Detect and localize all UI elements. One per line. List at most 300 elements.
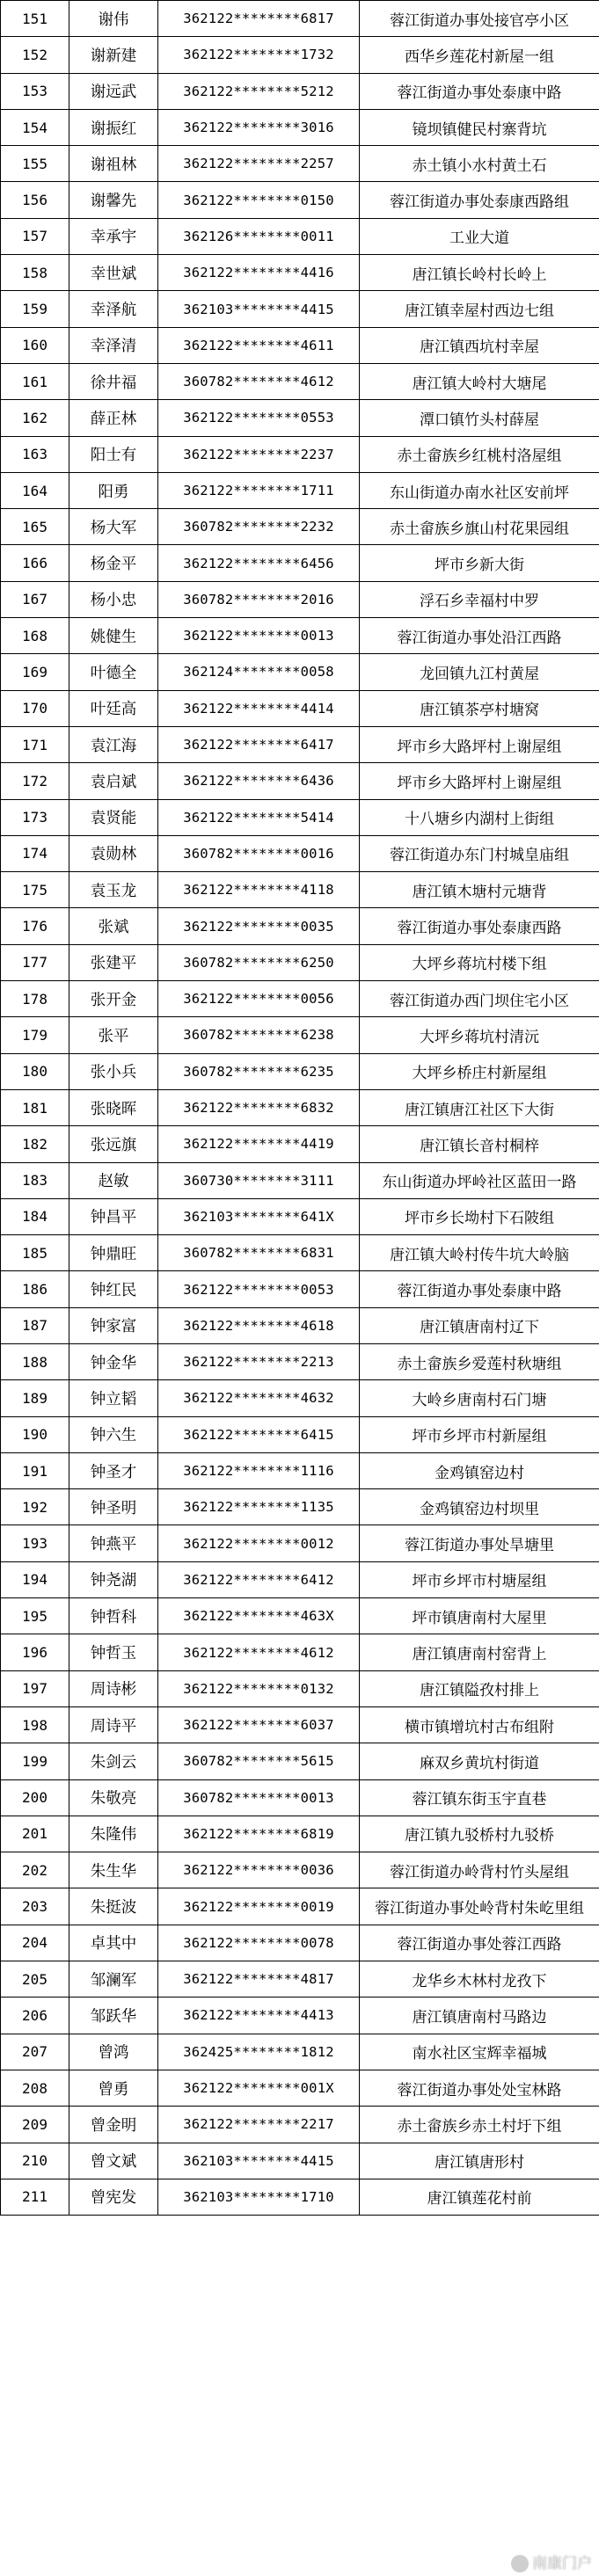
address-cell: 唐江镇唐南村马路边: [360, 1997, 599, 2034]
person-name-cell: 朱生华: [69, 1852, 158, 1888]
address-cell: 赤土镇小水村黄土石: [360, 146, 599, 182]
table-row: [1, 944, 599, 980]
person-name-cell: 杨小忠: [69, 581, 158, 617]
table-row: [1, 1198, 599, 1234]
address-cell: 坪市乡坪市村新屋组: [360, 1416, 599, 1452]
id-number-cell: 362122********0132: [158, 1670, 360, 1706]
person-name-cell: 袁贤能: [69, 799, 158, 835]
table-row: [1, 1925, 599, 1961]
table-row: [1, 255, 599, 291]
row-number-cell: 153: [1, 73, 69, 109]
id-number-cell: 360782********2232: [158, 509, 360, 545]
table-row: [1, 509, 599, 545]
id-number-cell: 362122********1135: [158, 1489, 360, 1525]
person-name-cell: 张平: [69, 1017, 158, 1053]
table-row: [1, 726, 599, 762]
table-row: [1, 472, 599, 508]
address-cell: 赤土畲族乡赤土村圩下组: [360, 2107, 599, 2143]
table-row: [1, 1489, 599, 1525]
person-name-cell: 袁玉龙: [69, 872, 158, 908]
id-number-cell: 362122********0035: [158, 908, 360, 944]
table-row: [1, 182, 599, 218]
id-number-cell: 360782********4612: [158, 363, 360, 399]
table-row: [1, 1343, 599, 1379]
id-number-cell: 362124********0058: [158, 654, 360, 690]
id-number-cell: 362122********6417: [158, 726, 360, 762]
table-row: [1, 1017, 599, 1053]
person-name-cell: 谢远武: [69, 73, 158, 109]
row-number-cell: 158: [1, 255, 69, 291]
person-name-cell: 张开金: [69, 981, 158, 1017]
table-row: [1, 799, 599, 835]
row-number-cell: 155: [1, 146, 69, 182]
id-number-cell: 362122********1732: [158, 37, 360, 73]
id-number-cell: 362122********5414: [158, 799, 360, 835]
table-row: [1, 146, 599, 182]
address-cell: 东山街道办坪岭社区蓝田一路: [360, 1162, 599, 1198]
row-number-cell: 182: [1, 1126, 69, 1162]
row-number-cell: 159: [1, 291, 69, 327]
person-name-cell: 周诗彬: [69, 1670, 158, 1706]
row-number-cell: 200: [1, 1779, 69, 1816]
person-name-cell: 钟家富: [69, 1307, 158, 1343]
id-number-cell: 362122********6456: [158, 545, 360, 581]
row-number-cell: 196: [1, 1634, 69, 1670]
address-cell: 唐江镇长音村桐梓: [360, 1126, 599, 1162]
id-number-cell: 362122********4618: [158, 1307, 360, 1343]
id-number-cell: 360730********3111: [158, 1162, 360, 1198]
address-cell: 赤土畲族乡红桃村洛屋组: [360, 436, 599, 472]
table-row: [1, 1670, 599, 1706]
row-number-cell: 165: [1, 509, 69, 545]
table-row: [1, 109, 599, 145]
person-name-cell: 幸承宇: [69, 218, 158, 254]
row-number-cell: 208: [1, 2070, 69, 2106]
row-number-cell: 185: [1, 1235, 69, 1271]
address-cell: 大坪乡桥庄村新屋组: [360, 1053, 599, 1089]
row-number-cell: 206: [1, 1997, 69, 2034]
row-number-cell: 211: [1, 2179, 69, 2215]
id-number-cell: 362122********4611: [158, 327, 360, 363]
address-cell: 蓉江街道办事处沿江西路: [360, 618, 599, 654]
row-number-cell: 198: [1, 1706, 69, 1743]
person-name-cell: 朱挺波: [69, 1888, 158, 1925]
address-cell: 蓉江街道办事处泰康中路: [360, 1271, 599, 1307]
row-number-cell: 189: [1, 1380, 69, 1416]
table-row: [1, 2070, 599, 2106]
address-cell: 龙华乡木林村龙孜下: [360, 1961, 599, 1997]
table-row: [1, 1816, 599, 1852]
id-number-cell: 362122********4414: [158, 690, 360, 726]
row-number-cell: 172: [1, 763, 69, 799]
address-cell: 西华乡莲花村新屋一组: [360, 37, 599, 73]
table-row: [1, 1706, 599, 1743]
id-number-cell: 362122********4419: [158, 1126, 360, 1162]
person-name-cell: 张晓晖: [69, 1089, 158, 1125]
address-cell: 蓉江街道办东门村城皇庙组: [360, 835, 599, 871]
id-number-cell: 362122********1711: [158, 472, 360, 508]
id-number-cell: 362122********6832: [158, 1089, 360, 1125]
table-row: [1, 1452, 599, 1488]
person-name-cell: 谢祖林: [69, 146, 158, 182]
address-cell: 南水社区宝辉幸福城: [360, 2034, 599, 2070]
row-number-cell: 188: [1, 1343, 69, 1379]
address-cell: 坪市乡新大街: [360, 545, 599, 581]
id-number-cell: 362103********4415: [158, 291, 360, 327]
row-number-cell: 157: [1, 218, 69, 254]
table-row: [1, 1162, 599, 1198]
person-name-cell: 张远旗: [69, 1126, 158, 1162]
person-name-cell: 袁江海: [69, 726, 158, 762]
table-row: [1, 1561, 599, 1597]
address-cell: 唐江镇唐南村窑背上: [360, 1634, 599, 1670]
person-name-cell: 幸世斌: [69, 255, 158, 291]
table-row: [1, 291, 599, 327]
address-cell: 唐江镇木塘村元塘背: [360, 872, 599, 908]
row-number-cell: 154: [1, 109, 69, 145]
person-name-cell: 薛正林: [69, 400, 158, 436]
person-name-cell: 叶廷高: [69, 690, 158, 726]
address-cell: 大岭乡唐南村石门塘: [360, 1380, 599, 1416]
id-number-cell: 362122********6436: [158, 763, 360, 799]
row-number-cell: 181: [1, 1089, 69, 1125]
address-cell: 蓉江镇东街玉宇直巷: [360, 1779, 599, 1816]
table-row: [1, 218, 599, 254]
person-name-cell: 张建平: [69, 944, 158, 980]
person-name-cell: 周诗平: [69, 1706, 158, 1743]
id-number-cell: 362122********1116: [158, 1452, 360, 1488]
person-name-cell: 钟红民: [69, 1271, 158, 1307]
table-row: [1, 1271, 599, 1307]
row-number-cell: 192: [1, 1489, 69, 1525]
row-number-cell: 184: [1, 1198, 69, 1234]
person-name-cell: 徐井福: [69, 363, 158, 399]
address-cell: 蓉江街道办事处泰康西路: [360, 908, 599, 944]
table-row: [1, 835, 599, 871]
person-name-cell: 钟圣才: [69, 1452, 158, 1488]
watermark: [511, 2551, 592, 2572]
person-name-cell: 曾鸿: [69, 2034, 158, 2070]
id-number-cell: 360782********6831: [158, 1235, 360, 1271]
address-cell: 唐江镇西坑村幸屋: [360, 327, 599, 363]
table-row: [1, 327, 599, 363]
id-number-cell: 362122********0078: [158, 1925, 360, 1961]
address-cell: 坪市乡大路坪村上谢屋组: [360, 726, 599, 762]
id-number-cell: 362122********3016: [158, 109, 360, 145]
address-cell: 蓉江街道办事处泰康中路: [360, 73, 599, 109]
person-name-cell: 钟哲科: [69, 1598, 158, 1634]
address-cell: 十八塘乡内湖村上街组: [360, 799, 599, 835]
id-number-cell: 360782********2016: [158, 581, 360, 617]
id-number-cell: 362122********4817: [158, 1961, 360, 1997]
row-number-cell: 175: [1, 872, 69, 908]
address-cell: 浮石乡幸福村中罗: [360, 581, 599, 617]
id-number-cell: 360782********6235: [158, 1053, 360, 1089]
id-number-cell: 362122********0553: [158, 400, 360, 436]
table-row: [1, 872, 599, 908]
table-row: [1, 1416, 599, 1452]
person-name-cell: 邹澜军: [69, 1961, 158, 1997]
person-name-cell: 朱剑云: [69, 1743, 158, 1779]
row-number-cell: 162: [1, 400, 69, 436]
row-number-cell: 151: [1, 1, 69, 37]
id-number-cell: 362122********4416: [158, 255, 360, 291]
id-number-cell: 362126********0011: [158, 218, 360, 254]
person-name-cell: 钟圣明: [69, 1489, 158, 1525]
person-name-cell: 袁勋林: [69, 835, 158, 871]
row-number-cell: 178: [1, 981, 69, 1017]
row-number-cell: 161: [1, 363, 69, 399]
row-number-cell: 164: [1, 472, 69, 508]
address-cell: 蓉江街道办岭背村竹头屋组: [360, 1852, 599, 1888]
person-name-cell: 姚健生: [69, 618, 158, 654]
person-name-cell: 曾金明: [69, 2107, 158, 2143]
id-number-cell: 362103********1710: [158, 2179, 360, 2215]
person-name-cell: 钟鼎旺: [69, 1235, 158, 1271]
row-number-cell: 180: [1, 1053, 69, 1089]
id-number-cell: 362122********0056: [158, 981, 360, 1017]
table-row: [1, 2034, 599, 2070]
address-cell: 蓉江街道办事处泰康西路组: [360, 182, 599, 218]
id-number-cell: 362122********6412: [158, 1561, 360, 1597]
row-number-cell: 187: [1, 1307, 69, 1343]
row-number-cell: 186: [1, 1271, 69, 1307]
address-cell: 唐江镇大岭村大塘尾: [360, 363, 599, 399]
id-number-cell: 362103********4415: [158, 2143, 360, 2179]
table-row: [1, 908, 599, 944]
person-name-cell: 卓其中: [69, 1925, 158, 1961]
table-row: [1, 1089, 599, 1125]
table-row: [1, 2179, 599, 2215]
table-row: [1, 1779, 599, 1816]
id-number-cell: 360782********6238: [158, 1017, 360, 1053]
address-cell: 蓉江街道办事处岭背村朱屹里组: [360, 1888, 599, 1925]
address-cell: 工业大道: [360, 218, 599, 254]
table-row: [1, 73, 599, 109]
row-number-cell: 201: [1, 1816, 69, 1852]
row-number-cell: 156: [1, 182, 69, 218]
person-name-cell: 邹跃华: [69, 1997, 158, 2034]
id-number-cell: 362122********001X: [158, 2070, 360, 2106]
address-cell: 蓉江街道办事处旱塘里: [360, 1525, 599, 1561]
address-cell: 金鸡镇窑边村坝里: [360, 1489, 599, 1525]
person-name-cell: 杨金平: [69, 545, 158, 581]
address-cell: 唐江镇唐南村辽下: [360, 1307, 599, 1343]
person-name-cell: 朱敬亮: [69, 1779, 158, 1816]
address-cell: 镜坝镇健民村寨背坑: [360, 109, 599, 145]
row-number-cell: 204: [1, 1925, 69, 1961]
id-number-cell: 362122********463X: [158, 1598, 360, 1634]
table-row: [1, 1380, 599, 1416]
id-number-cell: 362122********0036: [158, 1852, 360, 1888]
table-row: [1, 436, 599, 472]
row-number-cell: 167: [1, 581, 69, 617]
person-name-cell: 曾勇: [69, 2070, 158, 2106]
row-number-cell: 152: [1, 37, 69, 73]
watermark-logo-icon: [511, 2555, 529, 2572]
row-number-cell: 171: [1, 726, 69, 762]
id-number-cell: 362122********0012: [158, 1525, 360, 1561]
table-row: [1, 763, 599, 799]
address-cell: 坪市乡长坳村下石陂组: [360, 1198, 599, 1234]
address-cell: 蓉江街道办西门坝住宅小区: [360, 981, 599, 1017]
person-name-cell: 谢新建: [69, 37, 158, 73]
table-row: [1, 1852, 599, 1888]
id-number-cell: 362425********1812: [158, 2034, 360, 2070]
person-name-cell: 阳勇: [69, 472, 158, 508]
table-row: [1, 1997, 599, 2034]
address-cell: 潭口镇竹头村薛屋: [360, 400, 599, 436]
person-name-cell: 曾宪发: [69, 2179, 158, 2215]
row-number-cell: 173: [1, 799, 69, 835]
row-number-cell: 203: [1, 1888, 69, 1925]
table-row: [1, 400, 599, 436]
table-row: [1, 654, 599, 690]
person-name-cell: 钟尧湖: [69, 1561, 158, 1597]
id-number-cell: 360782********0016: [158, 835, 360, 871]
table-row: [1, 545, 599, 581]
table-row: [1, 1743, 599, 1779]
table-row: [1, 1634, 599, 1670]
id-number-cell: 362122********6037: [158, 1706, 360, 1743]
table-row: [1, 981, 599, 1017]
id-number-cell: 362122********2217: [158, 2107, 360, 2143]
person-name-cell: 钟燕平: [69, 1525, 158, 1561]
table-row: [1, 690, 599, 726]
address-cell: 龙回镇九江村黄屋: [360, 654, 599, 690]
row-number-cell: 169: [1, 654, 69, 690]
row-number-cell: 177: [1, 944, 69, 980]
address-cell: 东山街道办南水社区安前坪: [360, 472, 599, 508]
address-cell: 唐江镇莲花村前: [360, 2179, 599, 2215]
row-number-cell: 163: [1, 436, 69, 472]
address-cell: 唐江镇唐江社区下大街: [360, 1089, 599, 1125]
table-row: [1, 618, 599, 654]
address-cell: 金鸡镇窑边村: [360, 1452, 599, 1488]
row-number-cell: 205: [1, 1961, 69, 1997]
id-number-cell: 362122********6819: [158, 1816, 360, 1852]
address-cell: 坪市乡大路坪村上谢屋组: [360, 763, 599, 799]
id-number-cell: 362103********641X: [158, 1198, 360, 1234]
person-name-cell: 叶德全: [69, 654, 158, 690]
person-name-cell: 幸泽清: [69, 327, 158, 363]
address-cell: 唐江镇幸屋村西边七组: [360, 291, 599, 327]
row-number-cell: 207: [1, 2034, 69, 2070]
id-number-cell: 362122********4632: [158, 1380, 360, 1416]
table-row: [1, 1, 599, 37]
address-cell: 蓉江街道办事处接官亭小区: [360, 1, 599, 37]
person-name-cell: 曾文斌: [69, 2143, 158, 2179]
address-cell: 唐江镇茶亭村塘窝: [360, 690, 599, 726]
row-number-cell: 170: [1, 690, 69, 726]
person-name-cell: 杨大军: [69, 509, 158, 545]
table-row: [1, 1307, 599, 1343]
address-cell: 唐江镇唐形村: [360, 2143, 599, 2179]
address-cell: 大坪乡蒋坑村楼下组: [360, 944, 599, 980]
row-number-cell: 195: [1, 1598, 69, 1634]
row-number-cell: 168: [1, 618, 69, 654]
row-number-cell: 160: [1, 327, 69, 363]
row-number-cell: 176: [1, 908, 69, 944]
address-cell: 唐江镇大岭村传牛坑大岭脑: [360, 1235, 599, 1271]
address-cell: 赤土畲族乡旗山村花果园组: [360, 509, 599, 545]
row-number-cell: 191: [1, 1452, 69, 1488]
person-name-cell: 钟六生: [69, 1416, 158, 1452]
address-cell: 唐江镇隘孜村排上: [360, 1670, 599, 1706]
row-number-cell: 166: [1, 545, 69, 581]
id-number-cell: 362122********4118: [158, 872, 360, 908]
row-number-cell: 174: [1, 835, 69, 871]
id-number-cell: 362122********2257: [158, 146, 360, 182]
id-number-cell: 362122********0013: [158, 618, 360, 654]
id-number-cell: 362122********6415: [158, 1416, 360, 1452]
id-number-cell: 362122********0019: [158, 1888, 360, 1925]
table-row: [1, 363, 599, 399]
row-number-cell: 190: [1, 1416, 69, 1452]
row-number-cell: 210: [1, 2143, 69, 2179]
row-number-cell: 194: [1, 1561, 69, 1597]
id-number-cell: 362122********5212: [158, 73, 360, 109]
table-row: [1, 1053, 599, 1089]
address-cell: 唐江镇长岭村长岭上: [360, 255, 599, 291]
person-name-cell: 张斌: [69, 908, 158, 944]
id-number-cell: 362122********4413: [158, 1997, 360, 2034]
person-name-cell: 谢伟: [69, 1, 158, 37]
person-name-cell: 钟金华: [69, 1343, 158, 1379]
address-cell: 蓉江街道办事处蓉江西路: [360, 1925, 599, 1961]
id-number-cell: 360782********5615: [158, 1743, 360, 1779]
id-number-cell: 360782********6250: [158, 944, 360, 980]
table-row: [1, 1525, 599, 1561]
person-name-cell: 赵敏: [69, 1162, 158, 1198]
id-number-cell: 362122********0150: [158, 182, 360, 218]
person-name-cell: 朱隆伟: [69, 1816, 158, 1852]
id-number-cell: 362122********0053: [158, 1271, 360, 1307]
person-name-cell: 袁启斌: [69, 763, 158, 799]
address-cell: 赤土畲族乡爱莲村秋塘组: [360, 1343, 599, 1379]
row-number-cell: 183: [1, 1162, 69, 1198]
person-name-cell: 钟立韬: [69, 1380, 158, 1416]
table-row: [1, 1598, 599, 1634]
row-number-cell: 193: [1, 1525, 69, 1561]
table-row: [1, 1888, 599, 1925]
address-cell: 坪市乡坪市村塘屋组: [360, 1561, 599, 1597]
id-number-cell: 360782********0013: [158, 1779, 360, 1816]
person-name-cell: 谢馨先: [69, 182, 158, 218]
table-row: [1, 2143, 599, 2179]
table-row: [1, 37, 599, 73]
address-cell: 蓉江街道办事处处宝林路: [360, 2070, 599, 2106]
roster-table-body: [1, 1, 599, 2216]
address-cell: 坪市镇唐南村大屋里: [360, 1598, 599, 1634]
person-name-cell: 阳士有: [69, 436, 158, 472]
address-cell: 横市镇增坑村古布组附: [360, 1706, 599, 1743]
row-number-cell: 179: [1, 1017, 69, 1053]
id-number-cell: 362122********2213: [158, 1343, 360, 1379]
person-name-cell: 谢振红: [69, 109, 158, 145]
row-number-cell: 199: [1, 1743, 69, 1779]
person-name-cell: 钟昌平: [69, 1198, 158, 1234]
table-row: [1, 581, 599, 617]
person-name-cell: 幸泽航: [69, 291, 158, 327]
row-number-cell: 209: [1, 2107, 69, 2143]
row-number-cell: 202: [1, 1852, 69, 1888]
id-number-cell: 362122********6817: [158, 1, 360, 37]
address-cell: 唐江镇九驳桥村九驳桥: [360, 1816, 599, 1852]
row-number-cell: 197: [1, 1670, 69, 1706]
person-name-cell: 张小兵: [69, 1053, 158, 1089]
address-cell: 大坪乡蒋坑村清沅: [360, 1017, 599, 1053]
